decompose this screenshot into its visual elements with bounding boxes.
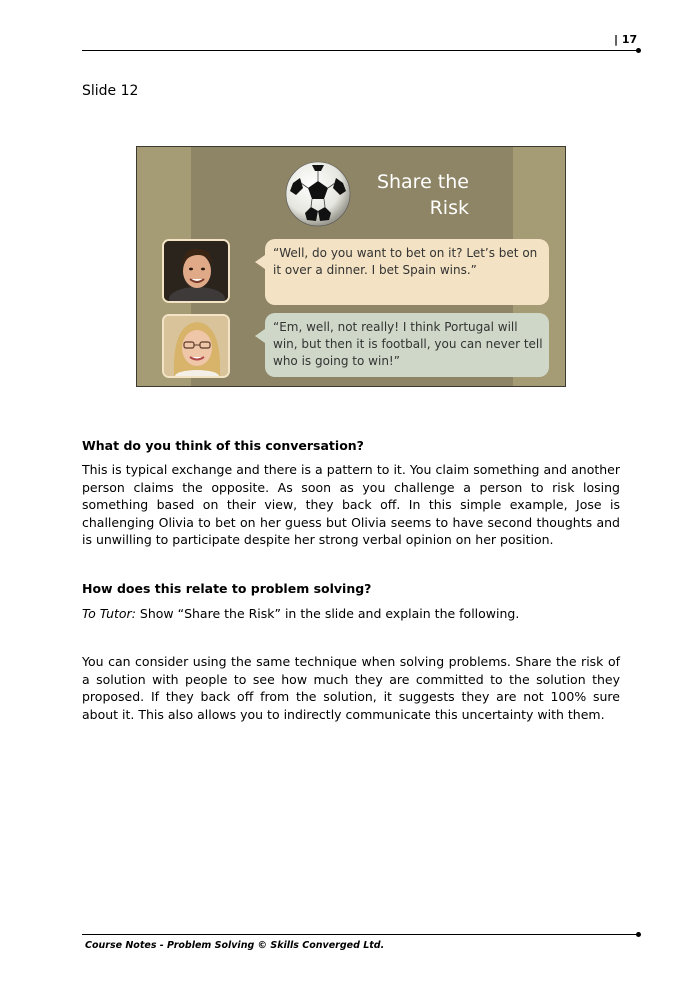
page-number: | 17: [614, 33, 638, 46]
jose-avatar: [162, 239, 230, 303]
header-rule-dot: [636, 48, 641, 53]
section2-body: You can consider using the same technique when solving problems. Share the risk of a solution with people to see how much they are committed to the solution they proposed. If they back off from the solution, it suggests they are not 100% sure about it. This also allows you to indirectly communicate this uncertainty with them.: [82, 654, 620, 722]
header-rule: [82, 50, 638, 51]
olivia-portrait-icon: [164, 316, 228, 376]
slide-image: [136, 146, 566, 387]
slide-label: Slide 12: [82, 83, 139, 99]
slide-title-line1: Share the: [376, 171, 469, 193]
olivia-quote-text: “Em, well, not really! I think Portugal will win, but then it is football, you can never tell who is going to win!”: [273, 320, 543, 368]
footer-rule: [82, 934, 638, 935]
jose-portrait-icon: [164, 241, 228, 301]
tutor-text: Show “Share the Risk” in the slide and explain the following.: [135, 606, 520, 621]
slide-title-line2: Risk: [429, 197, 469, 219]
jose-speech-bubble: [265, 239, 549, 305]
olivia-bubble-tail: [255, 329, 265, 343]
olivia-speech-bubble: [265, 313, 549, 377]
section1-heading: What do you think of this conversation?: [82, 438, 364, 453]
section1-body: This is typical exchange and there is a pattern to it. You claim something and another person claims the opposite. As soon as you challenge a person to risk losing something based on their view, they back off. In this simple example, Jose is challenging Olivia to bet on her guess but Olivia seems to have second thoughts and is unwilling to participate despite her strong verbal opinion on her position.: [82, 462, 620, 547]
tutor-label: To Tutor:: [82, 606, 136, 621]
section2-heading: How does this relate to problem solving?: [82, 581, 372, 596]
jose-quote-text: “Well, do you want to bet on it? Let’s bet on it over a dinner. I bet Spain wins.”: [273, 246, 538, 277]
slide-title: [375, 169, 469, 221]
footer-rule-dot: [636, 932, 641, 937]
olivia-avatar: [162, 314, 230, 378]
jose-bubble-tail: [255, 255, 265, 269]
footer-text: Course Notes - Problem Solving © Skills Converged Ltd.: [85, 940, 385, 951]
football-icon: [285, 161, 351, 227]
tutor-note: [82, 606, 519, 621]
